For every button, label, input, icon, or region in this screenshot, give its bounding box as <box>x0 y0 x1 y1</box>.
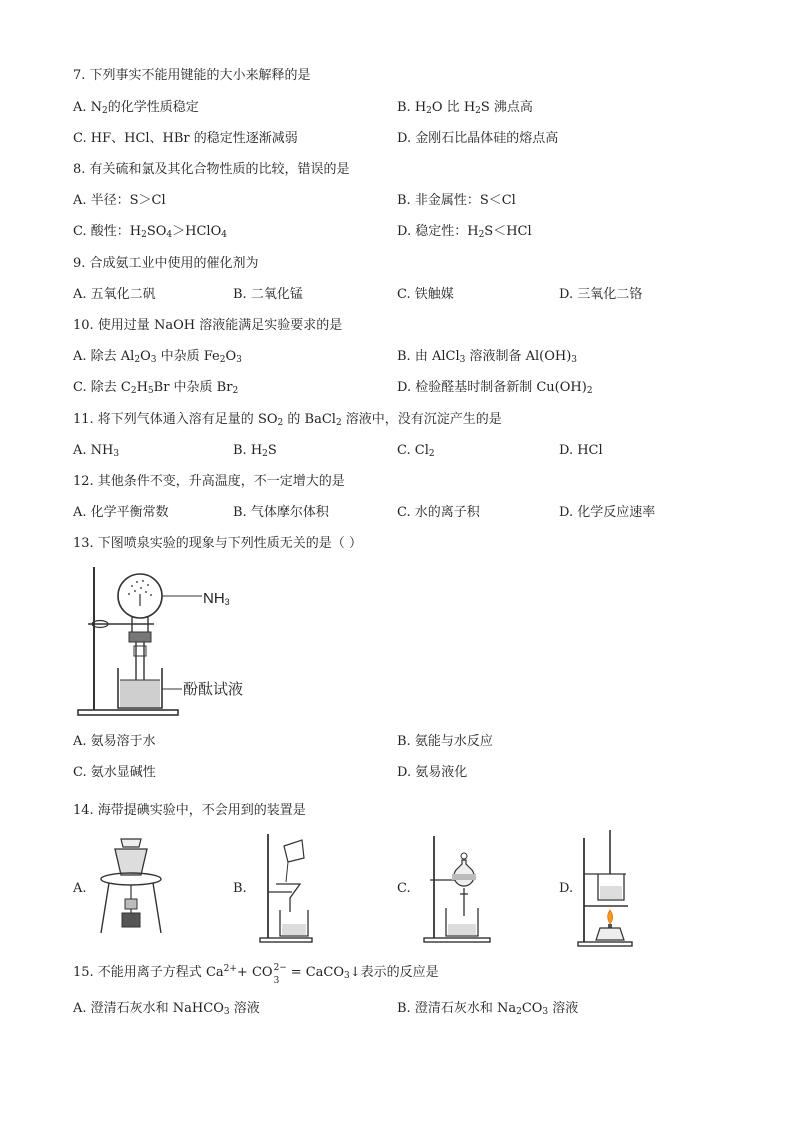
q8-option-a[interactable]: A. 半径：S＞Cl <box>73 193 166 208</box>
q9-option-d[interactable]: D. 三氧化二铬 <box>559 287 643 302</box>
q11-stem: 11. 将下列气体通入溶有足量的 $SO_2$ 的 BaCl$_2$ 溶液中，没有沉淀产生的是 <box>73 412 502 428</box>
q13-option-b[interactable]: B. 氨能与水反应 <box>397 734 493 749</box>
q12-option-b[interactable]: B. 气体摩尔体积 <box>233 505 329 520</box>
q10-option-c[interactable]: C. 除去 $C_2H_5Br$ 中杂质 $Br_2$ <box>73 380 239 396</box>
q12-option-c[interactable]: C. 水的离子积 <box>397 505 480 520</box>
q13-option-d[interactable]: D. 氨易液化 <box>397 765 468 780</box>
q7-option-b[interactable]: B. $H_2O$ 比 $H_2S$ 沸点高 <box>397 100 533 116</box>
q7-stem: 7. 下列事实不能用键能的大小来解释的是 <box>73 68 311 83</box>
q9-option-b[interactable]: B. 二氧化锰 <box>233 287 303 302</box>
phenolphthalein-label: 酚酞试液 <box>183 681 244 698</box>
q8-option-c[interactable]: C. 酸性：$H_2SO_4>HClO_4$ <box>73 224 227 240</box>
fountain-experiment-figure <box>74 564 274 722</box>
q11-option-b[interactable]: B. $H_2S$ <box>233 443 277 459</box>
filtration-apparatus <box>258 832 318 944</box>
q12-option-d[interactable]: D. 化学反应速率 <box>559 505 656 520</box>
q10-option-b[interactable]: B. 由 AlCl$_3$ 溶液制备 $Al(OH)_3$ <box>397 349 578 365</box>
q14-option-a[interactable]: A. <box>73 881 87 896</box>
q12-option-a[interactable]: A. 化学平衡常数 <box>73 505 169 520</box>
q12-stem: 12. 其他条件不变，升高温度，不一定增大的是 <box>73 474 345 489</box>
q9-stem: 9. 合成氨工业中使用的催化剂为 <box>73 256 259 271</box>
q10-option-d[interactable]: D. 检验醛基时制备新制 $Cu(OH)_2$ <box>397 380 593 396</box>
nh3-label: $NH_3$ <box>203 590 230 607</box>
q10-option-a[interactable]: A. 除去 $Al_2O_3$ 中杂质 $Fe_2O_3$ <box>73 349 242 365</box>
q7-option-a[interactable]: A. $N_2$的化学性质稳定 <box>73 100 199 116</box>
q8-stem: 8. 有关硫和氯及其化合物性质的比较，错误的是 <box>73 162 350 177</box>
q15-option-a[interactable]: A. 澄清石灰水和 NaHCO$_3$ 溶液 <box>73 1001 260 1017</box>
crucible-heating-apparatus <box>97 833 165 938</box>
q9-option-a[interactable]: A. 五氧化二矾 <box>73 287 156 302</box>
q13-option-a[interactable]: A. 氨易溶于水 <box>73 734 156 749</box>
q15-stem: 15. 不能用离子方程式 $Ca^{2+}+$ CO 2− 3 = CaCO$_3$↓表示的反应是 <box>73 963 439 986</box>
q8-option-d[interactable]: D. 稳定性：$H_2S<HCl$ <box>397 224 532 240</box>
q9-option-c[interactable]: C. 铁触媒 <box>397 287 454 302</box>
q8-option-b[interactable]: B. 非金属性：S＜Cl <box>397 193 516 208</box>
q14-stem: 14. 海带提碘实验中，不会用到的装置是 <box>73 803 306 818</box>
q14-option-c[interactable]: C. <box>397 881 411 896</box>
q7-option-c[interactable]: C. HF、HCl、HBr 的稳定性逐渐减弱 <box>73 131 298 146</box>
q14-option-b[interactable]: B. <box>233 881 247 896</box>
q13-option-c[interactable]: C. 氨水显碱性 <box>73 765 156 780</box>
q15-option-b[interactable]: B. 澄清石灰水和 $Na_2CO_3$ 溶液 <box>397 1001 579 1017</box>
q11-option-c[interactable]: C. $Cl_2$ <box>397 443 435 459</box>
separatory-funnel-apparatus <box>422 834 494 944</box>
q10-stem: 10. 使用过量 NaOH 溶液能满足实验要求的是 <box>73 318 343 333</box>
distillation-heating-apparatus <box>576 828 636 948</box>
q11-option-d[interactable]: D. HCl <box>559 443 603 458</box>
q11-option-a[interactable]: A. $NH_3$ <box>73 443 120 459</box>
q13-stem: 13. 下图喷泉实验的现象与下列性质无关的是（ ） <box>73 536 362 551</box>
q7-option-d[interactable]: D. 金刚石比晶体硅的熔点高 <box>397 131 559 146</box>
q14-option-d[interactable]: D. <box>559 881 574 896</box>
